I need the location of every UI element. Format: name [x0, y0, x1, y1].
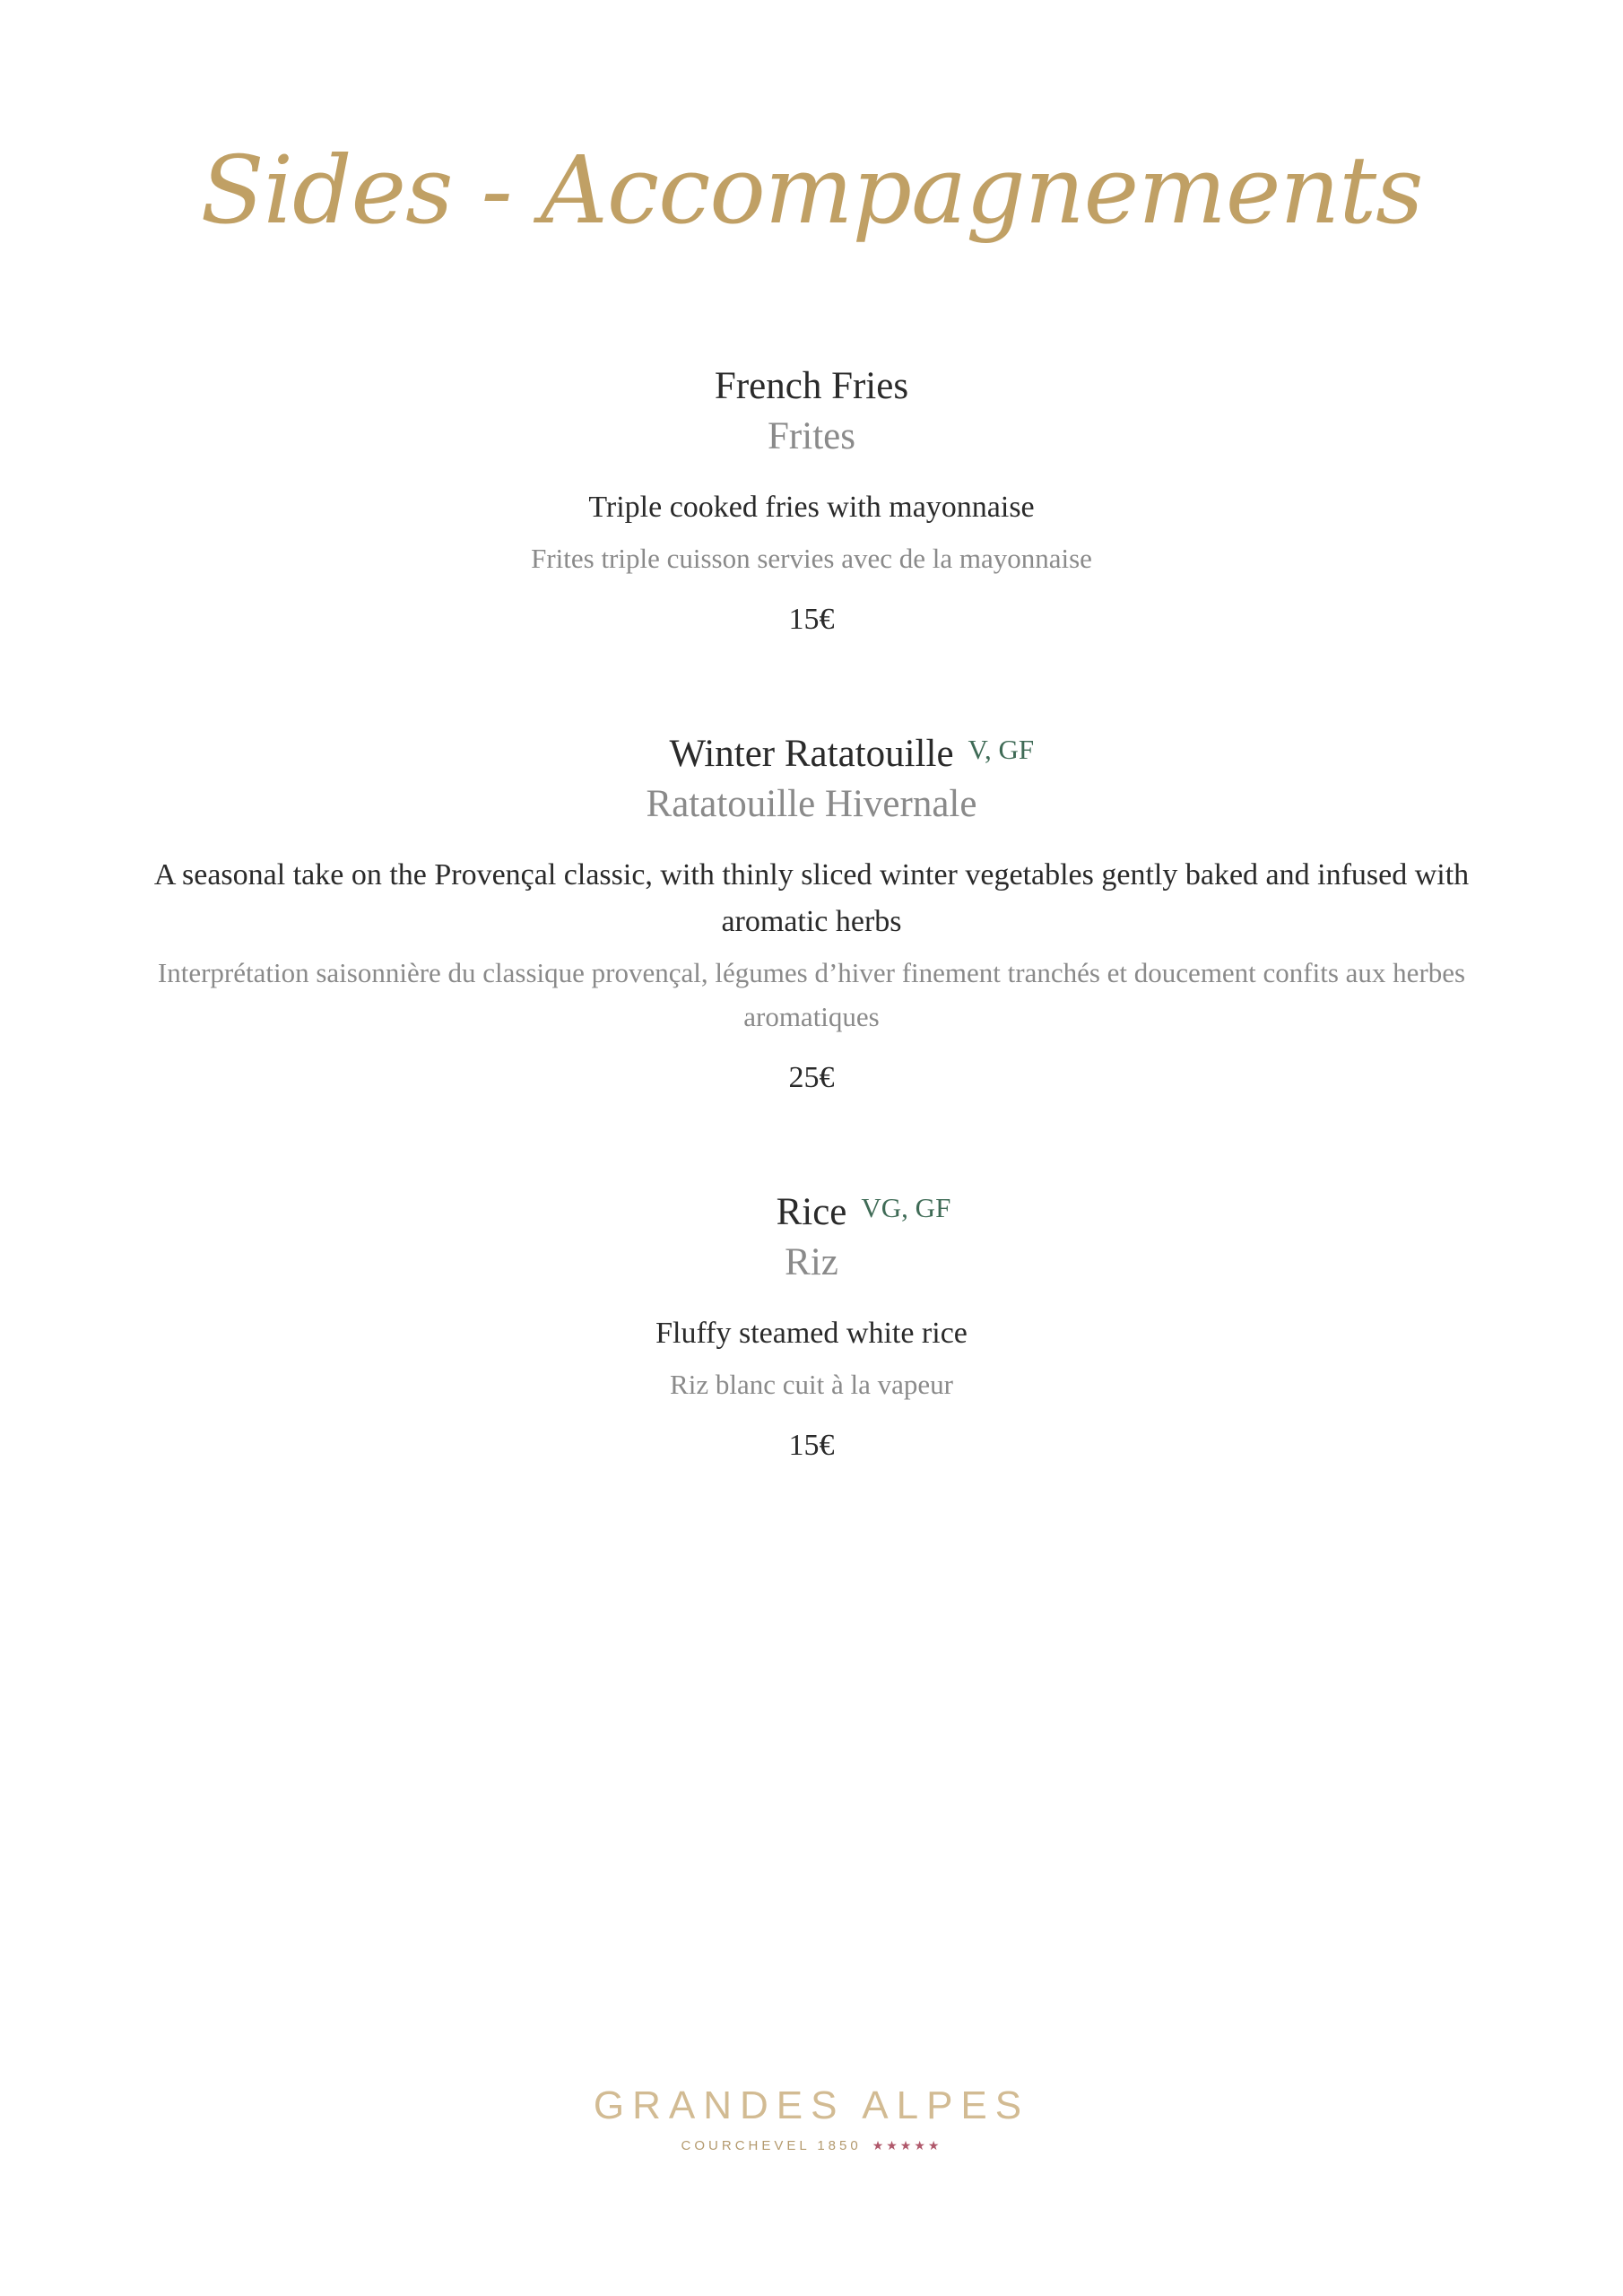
item-name-fr: Frites: [768, 414, 855, 457]
item-description-fr: Frites triple cuisson servies avec de la mayonnaise: [531, 543, 1092, 575]
item-name-fr: Ratatouille Hivernale: [646, 782, 977, 825]
item-price: 15€: [788, 1429, 835, 1463]
item-description-en: A seasonal take on the Provençal classic, with thinly sliced winter vegetables gently baked and infused with aromatic herbs: [153, 858, 1470, 939]
item-name-en: French Fries: [714, 365, 909, 407]
item-name-en: [776, 1189, 951, 1236]
item-name-en: [669, 731, 1035, 778]
item-description-fr: Riz blanc cuit à la vapeur: [670, 1369, 953, 1401]
item-price: 15€: [788, 603, 835, 637]
logo-subtitle-row: [0, 2138, 1623, 2153]
item-name-fr: Riz: [785, 1240, 838, 1283]
item-price: 25€: [788, 1061, 835, 1095]
item-name-en-text: Winter Ratatouille: [669, 733, 954, 775]
dietary-tags: V, GF: [968, 734, 1035, 765]
hotel-logo: [0, 2084, 1623, 2153]
logo-subtitle: COURCHEVEL 1850: [681, 2138, 862, 2154]
menu-item-rice: [0, 1189, 1623, 1465]
menu-item-winter-ratatouille: [0, 731, 1623, 1097]
item-description-en: Triple cooked fries with mayonnaise: [588, 491, 1035, 525]
star-rating-icon: ★★★★★: [872, 2138, 942, 2153]
item-name-en-text: Rice: [776, 1191, 847, 1233]
item-description-fr: Interprétation saisonnière du classique provençal, légumes d’hiver finement tranchés et doucement confits aux herbes aromatiques: [157, 957, 1466, 1033]
page-title: Sides - Accompagnements: [200, 135, 1423, 245]
item-description-en: Fluffy steamed white rice: [655, 1317, 968, 1351]
menu-item-french-fries: [0, 363, 1623, 639]
dietary-tags: VG, GF: [861, 1192, 951, 1223]
logo-name: GRANDES ALPES: [593, 2083, 1030, 2127]
